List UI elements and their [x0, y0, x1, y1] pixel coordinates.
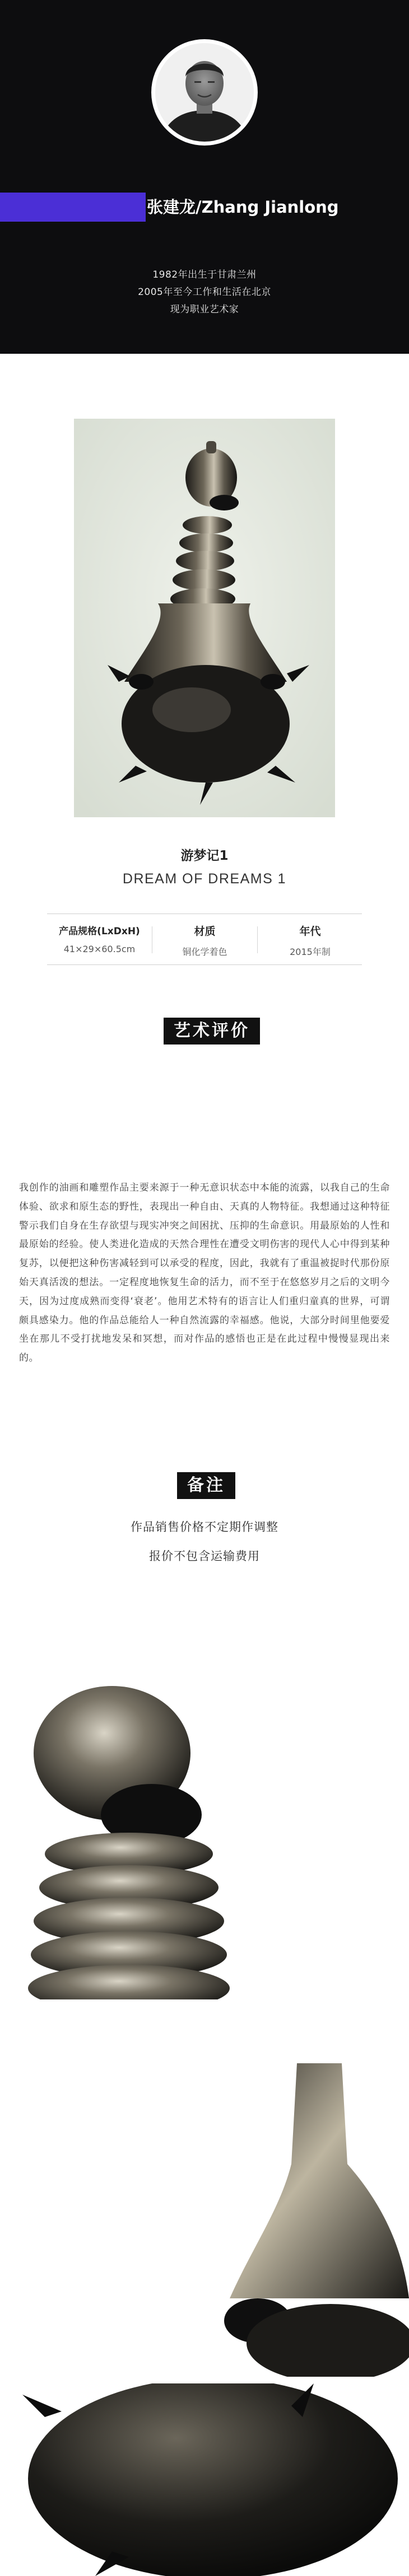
- spec-label: 年代: [299, 925, 321, 938]
- spec-material: [152, 914, 257, 964]
- spec-label: 产品规格(LxDxH): [59, 926, 140, 937]
- review-heading: 艺术评价: [164, 1018, 260, 1045]
- spec-value: 铜化学着色: [182, 947, 227, 957]
- review-body: 我创作的油画和雕塑作品主要来源于一种无意识状态中本能的流露，以我自己的生命体验、欲求和原生态的野性，表现出一种自由、天真的人物特征。我想通过这种特征警示我们自身在生存欲望与现实冲突之间困扰、压抑的生命意识。用最原始的人性和最原始的经验。使人类进化造成的天然合理性在遭受文明伤害的现代人心中得到某种复苏，以便把这种伤害减轻到可以承受的程度，因此，我就有了重温被捉时代那份原始天真活泼的想法。一定程度地恢复生命的活力，而不至于在悠悠岁月之后的文明今天，因为过度成熟而变得‘衰老’。他用艺术特有的语言让人们重归童真的世界，可谓颇具感染力。他的作品总能给人一种自然流露的幸福感。他说，大部分时间里他要爱坐在那儿不受打扰地发呆和冥想，而对作品的感悟也正是在此过程中慢慢显现出来的。: [19, 1182, 390, 1364]
- note-line: 作品销售价格不定期作调整: [131, 1520, 278, 1534]
- note-line: 报价不包含运输费用: [149, 1549, 260, 1563]
- artist-portrait-image: [155, 43, 254, 142]
- artist-bio-line: 现为职业艺术家: [170, 304, 239, 315]
- spec-label: 材质: [194, 925, 216, 938]
- artist-bio-line: 2005年至今工作和生活在北京: [138, 287, 271, 298]
- sculpture-detail-image: [0, 2383, 409, 2576]
- detail-photo-skirt: [219, 2063, 409, 2377]
- spec-value: 2015年制: [290, 947, 331, 957]
- spec-table: [47, 914, 362, 965]
- sculpture-detail-image: [0, 1675, 263, 1999]
- artist-name: 张建龙/Zhang Jianlong: [147, 198, 339, 217]
- detail-photo-head: [0, 1675, 263, 1999]
- sculpture-detail-image: [219, 2063, 409, 2377]
- spec-size: [47, 914, 152, 964]
- artist-bio-line: 1982年出生于甘肃兰州: [152, 269, 257, 280]
- name-accent-bar: [0, 193, 146, 222]
- sculpture-photo-main: [74, 419, 335, 817]
- spec-value: 41×29×60.5cm: [63, 944, 136, 954]
- work-title-cn: 游梦记1: [180, 849, 229, 863]
- spec-year: [258, 914, 362, 964]
- sculpture-image: [74, 419, 335, 817]
- work-title-en: DREAM OF DREAMS 1: [122, 871, 287, 887]
- detail-photo-base: [0, 2383, 409, 2576]
- notes-heading: 备注: [177, 1472, 235, 1499]
- avatar: [151, 39, 258, 146]
